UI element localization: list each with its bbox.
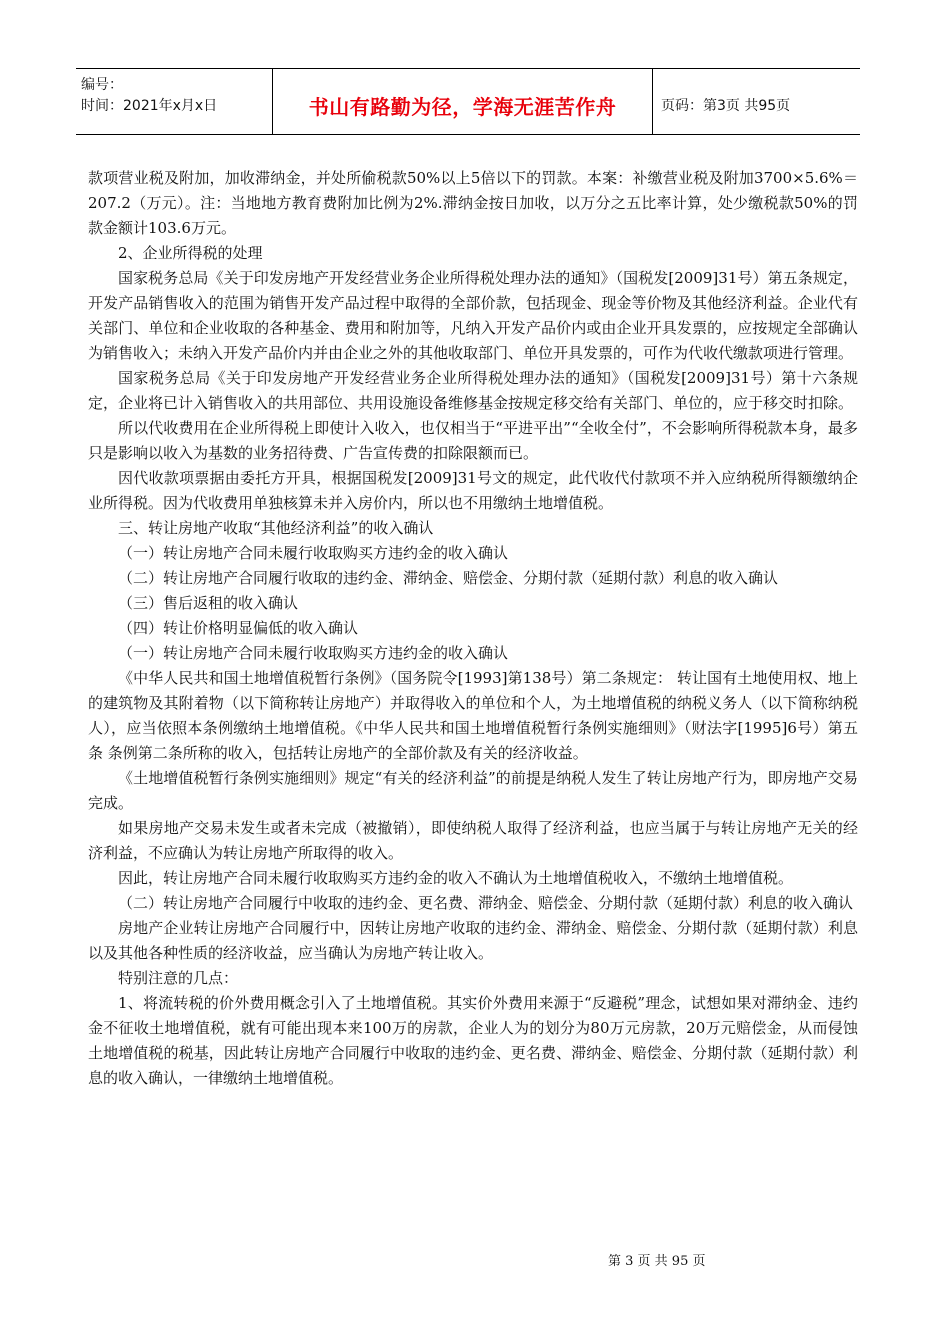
- list-item: （二）转让房地产合同履行收取的违约金、滞纳金、赔偿金、分期付款（延期付款）利息的收入确认: [118, 569, 779, 587]
- paragraph: 国家税务总局《关于印发房地产开发经营业务企业所得税处理办法的通知》（国税发[2009]31号）第十六条规定，企业将已计入销售收入的共用部位、共用设施设备维修基金按规定移交给有关部门、单位的，应于移交时扣除。: [88, 369, 858, 412]
- section-heading: 2、企业所得税的处理: [118, 244, 263, 262]
- paragraph: 房地产企业转让房地产合同履行中，因转让房地产收取的违约金、滞纳金、赔偿金、分期付款（延期付款）利息以及其他各种性质的经济收益，应当确认为房地产转让收入。: [88, 919, 858, 962]
- paragraph: 《中华人民共和国土地增值税暂行条例》（国务院令[1993]第138号）第二条规定： 转让国有土地使用权、地上的建筑物及其附着物（以下简称转让房地产）并取得收入的单位和个人，为土地增值税的纳税义务人（以下简称纳税人），应当依照本条例缴纳土地增值税。《中华人民共和国土地增值税暂行条例实施细则》（财法字[1995]6号）第五条 条例第二条所称的收入，包括转让房地产的全部价款及有关的经济收益。: [88, 669, 858, 762]
- subsection-heading: （二）转让房地产合同履行中收取的违约金、更名费、滞纳金、赔偿金、分期付款（延期付款）利息的收入确认: [118, 894, 854, 912]
- section-heading: 三、转让房地产收取“其他经济利益”的收入确认: [118, 519, 434, 537]
- document-time-label: 时间：2021年x月x日: [81, 98, 218, 114]
- page-footer: 第 3 页 共 95 页: [608, 1254, 706, 1269]
- paragraph: 《土地增值税暂行条例实施细则》规定“有关的经济利益”的前提是纳税人发生了转让房地产行为，即房地产交易完成。: [88, 769, 858, 812]
- list-item: （一）转让房地产合同未履行收取购买方违约金的收入确认: [118, 544, 509, 562]
- paragraph: 国家税务总局《关于印发房地产开发经营业务企业所得税处理办法的通知》（国税发[2009]31号）第五条规定，开发产品销售收入的范围为销售开发产品过程中取得的全部价款，包括现金、现金等价物及其他经济利益。企业代有关部门、单位和企业收取的各种基金、费用和附加等，凡纳入开发产品价内或由企业开具发票的，应按规定全部确认为销售收入；未纳入开发产品价内并由企业之外的其他收取部门、单位开具发票的，可作为代收代缴款项进行管理。: [88, 269, 858, 362]
- list-item: （四）转让价格明显偏低的收入确认: [118, 619, 359, 637]
- document-number-label: 编号：: [81, 77, 123, 93]
- header-page-info: 页码：第3页 共95页: [661, 98, 791, 114]
- subsection-heading: （一）转让房地产合同未履行收取购买方违约金的收入确认: [118, 644, 509, 662]
- header-right-cell: [653, 69, 860, 134]
- paragraph: 因代收款项票据由委托方开具，根据国税发[2009]31号文的规定，此代收代付款项不并入应纳税所得额缴纳企业所得税。因为代收费用单独核算未并入房价内，所以也不用缴纳土地增值税。: [88, 469, 858, 512]
- paragraph: 款项营业税及附加，加收滞纳金，并处所偷税款50%以上5倍以下的罚款。本案：补缴营业税及附加3700×5.6%＝207.2（万元）。注：当地地方教育费附加比例为2%.滞纳金按日加收，以万分之五比率计算，处少缴税款50%的罚款金额计103.6万元。: [88, 169, 858, 237]
- list-item: （三）售后返租的收入确认: [118, 594, 299, 612]
- paragraph: 因此，转让房地产合同未履行收取购买方违约金的收入不确认为土地增值税收入，不缴纳土地增值税。: [118, 869, 794, 887]
- header-motto: 书山有路勤为径，学海无涯苦作舟: [308, 95, 617, 119]
- paragraph: 所以代收费用在企业所得税上即使计入收入，也仅相当于“平进平出”“全收全付”，不会影响所得税款本身，最多只是影响以收入为基数的业务招待费、广告宣传费的扣除限额而已。: [88, 419, 858, 462]
- paragraph: 特别注意的几点：: [118, 969, 239, 987]
- page-header: [76, 68, 860, 135]
- header-left-cell: [76, 69, 273, 134]
- paragraph: 如果房地产交易未发生或者未完成（被撤销），即使纳税人取得了经济利益，也应当属于与转让房地产无关的经济利益，不应确认为转让房地产所取得的收入。: [88, 819, 858, 862]
- document-body: [88, 166, 858, 1091]
- paragraph: 1、将流转税的价外费用概念引入了土地增值税。其实价外费用来源于“反避税”理念，试想如果对滞纳金、违约金不征收土地增值税，就有可能出现本来100万的房款，企业人为的划分为80万元房款，20万元赔偿金，从而侵蚀土地增值税的税基，因此转让房地产合同履行中收取的违约金、更名费、滞纳金、赔偿金、分期付款（延期付款）利息的收入确认，一律缴纳土地增值税。: [88, 994, 858, 1087]
- header-motto-cell: [273, 69, 653, 134]
